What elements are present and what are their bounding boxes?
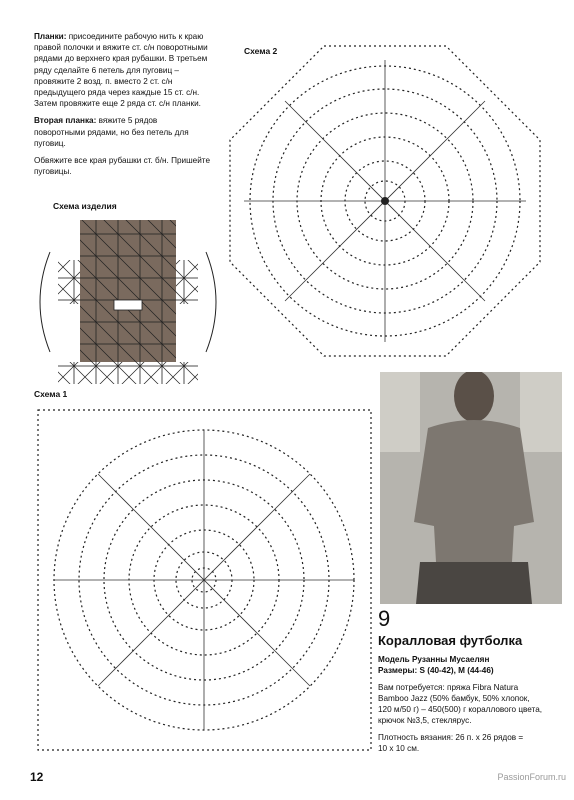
gauge-line-2: 10 x 10 см.	[378, 744, 420, 753]
materials-line-4: крючок №3,5, стеклярус.	[378, 716, 472, 725]
gauge-line-1: Плотность вязания: 26 п. x 26 рядов =	[378, 733, 524, 742]
model-photo	[380, 372, 562, 604]
paragraph-finish: Обвяжите все края рубашки ст. б/н. Пришейте пуговицы.	[34, 156, 211, 177]
paragraph-second-planka: Вторая планка: вяжите 5 рядов поворотными рядами, но без петель для пуговиц.	[34, 116, 189, 148]
paragraph-planki: Планки: присоедините рабочую нить к краю правой полочки и вяжите ст. с/н поворотными рядами до верхнего края рубашки. В третьем ряду сделайте 6 петель для пуговиц – провяжите 2 возд. п. вместо 2 ст. с/н предыдущего ряда через каждые 15 ст. с/н. Затем провяжите еще 2 ряда ст. с/н планки.	[34, 32, 208, 109]
schema2-label: Схема 2	[244, 46, 278, 56]
instructions-text	[34, 31, 210, 183]
materials-line-1: Вам потребуется: пряжа Fibra Natura	[378, 683, 519, 692]
sizes: Размеры: S (40-42), M (44-46)	[378, 666, 494, 675]
schema2-diagram	[224, 40, 546, 362]
product-schema-diagram	[30, 212, 220, 392]
schema1-label: Схема 1	[34, 389, 68, 399]
footer-site: PassionForum.ru	[497, 772, 566, 782]
item-info	[378, 608, 558, 754]
model-author: Модель Рузанны Мусаелян	[378, 655, 490, 664]
item-number: 9	[378, 606, 391, 631]
item-title: Коралловая футболка	[378, 633, 523, 648]
materials-line-3: 120 м/50 г) – 450(500) г кораллового цвета,	[378, 705, 543, 714]
product-schema-label: Схема изделия	[53, 201, 117, 211]
page-number: 12	[30, 770, 44, 784]
schema1-diagram	[32, 404, 377, 756]
materials-line-2: Bamboo Jazz (50% бамбук, 50% хлопок,	[378, 694, 530, 703]
